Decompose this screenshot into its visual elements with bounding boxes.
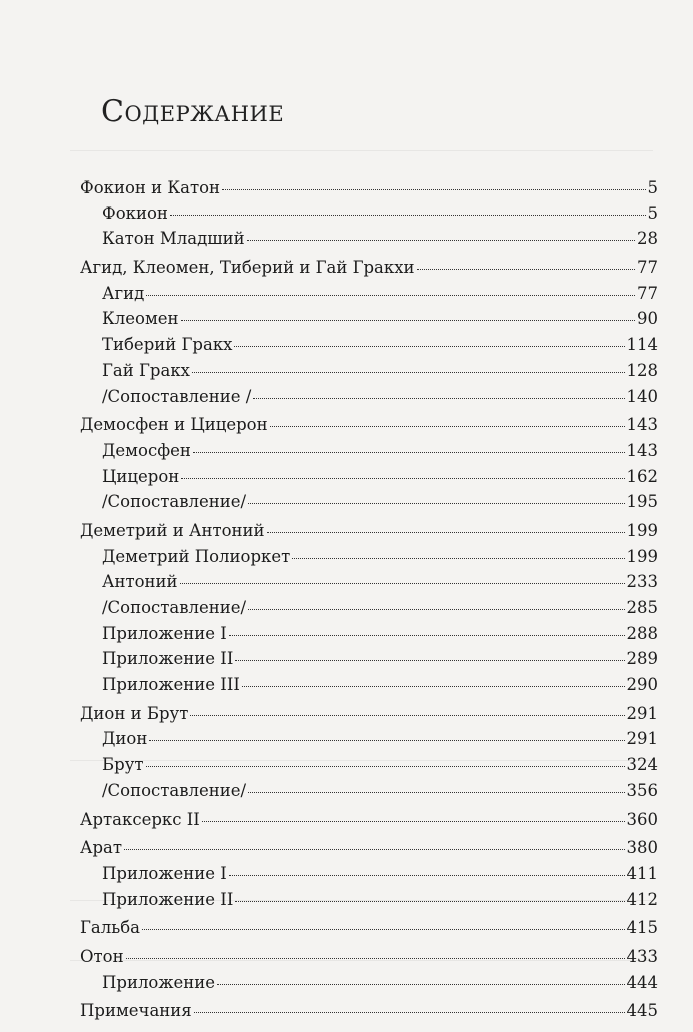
toc-entry-title: Катон Младший [102, 229, 245, 249]
toc-entry-page-number: 90 [637, 309, 658, 329]
toc-entry-page-number: 233 [626, 572, 658, 592]
toc-entry-page-number: 444 [626, 972, 658, 992]
toc-entry [80, 918, 658, 944]
table-of-contents [80, 178, 658, 1027]
toc-entry-title: Гальба [80, 918, 140, 938]
toc-entry-title: Агид [102, 283, 145, 303]
toc-entry [80, 258, 658, 284]
toc-entry [80, 521, 658, 547]
toc-entry-page-number: 140 [626, 386, 658, 406]
toc-entry-title: /Сопоставление/ [102, 492, 247, 512]
toc-entry-title: Фокион [102, 203, 168, 223]
toc-entry-page-number: 114 [626, 335, 658, 355]
toc-entry-title: Дион и Брут [80, 703, 189, 723]
toc-entry [80, 467, 658, 493]
toc-entry-title: Агид, Клеомен, Тиберий и Гай Гракхи [80, 258, 415, 278]
toc-entry-page-number: 143 [626, 415, 658, 435]
toc-entry [80, 704, 658, 730]
toc-entry-page-number: 195 [626, 492, 658, 512]
dot-leader [229, 875, 625, 876]
dot-leader [146, 295, 635, 296]
toc-entry [80, 178, 658, 204]
dot-leader [248, 792, 624, 793]
dot-leader [180, 583, 625, 584]
toc-entry-title: Антоний [102, 572, 178, 592]
toc-entry-page-number: 77 [637, 258, 658, 278]
dot-leader [170, 215, 646, 216]
toc-entry-title: Брут [102, 755, 144, 775]
toc-entry-page-number: 128 [626, 360, 658, 380]
toc-entry-page-number: 289 [626, 649, 658, 669]
toc-entry-title: Арат [80, 838, 123, 858]
dot-leader [242, 686, 625, 687]
toc-entry-title: Артаксеркс II [80, 809, 200, 829]
toc-entry-page-number: 5 [647, 178, 658, 197]
toc-entry-page-number: 324 [626, 755, 658, 775]
toc-entry [80, 387, 658, 413]
toc-entry-page-number: 77 [637, 283, 658, 303]
toc-entry-page-number: 199 [626, 546, 658, 566]
dot-leader [247, 240, 635, 241]
toc-entry [80, 492, 658, 518]
toc-entry-title: /Сопоставление / [102, 386, 252, 406]
dot-leader [229, 635, 625, 636]
toc-entry [80, 973, 658, 999]
toc-entry [80, 810, 658, 836]
toc-entry [80, 598, 658, 624]
dot-leader [142, 929, 625, 930]
dot-leader [124, 849, 624, 850]
dot-leader [270, 426, 625, 427]
dot-leader [235, 901, 624, 902]
toc-entry-title: Приложение II [102, 889, 234, 909]
toc-entry-title: Приложение II [102, 649, 234, 669]
toc-entry-page-number: 5 [647, 203, 658, 223]
dot-leader [193, 452, 625, 453]
dot-leader [190, 715, 624, 716]
toc-entry-title: Фокион и Катон [80, 178, 221, 197]
toc-entry-page-number: 285 [626, 598, 658, 617]
toc-entry [80, 441, 658, 467]
toc-entry-title: /Сопоставление/ [102, 780, 247, 800]
toc-entry [80, 624, 658, 650]
toc-entry-page-number: 162 [626, 466, 658, 486]
dot-leader [149, 740, 624, 741]
toc-entry-page-number: 412 [626, 889, 658, 909]
toc-entry [80, 415, 658, 441]
toc-entry-page-number: 415 [626, 918, 658, 938]
toc-entry [80, 890, 658, 916]
dot-leader [194, 1012, 625, 1013]
dot-leader [234, 346, 624, 347]
toc-entry [80, 1001, 658, 1027]
toc-entry-title: Примечания [80, 1001, 192, 1021]
toc-entry-page-number: 291 [626, 703, 658, 723]
toc-entry [80, 572, 658, 598]
toc-entry-title: Приложение I [102, 863, 227, 883]
toc-entry [80, 729, 658, 755]
dot-leader [248, 503, 624, 504]
toc-entry [80, 547, 658, 573]
toc-entry [80, 864, 658, 890]
toc-entry [80, 284, 658, 310]
toc-entry [80, 838, 658, 864]
dot-leader [126, 958, 625, 959]
toc-entry-title: Цицерон [102, 466, 180, 486]
toc-entry-page-number: 360 [626, 809, 658, 829]
toc-entry-page-number: 356 [626, 780, 658, 800]
dot-leader [267, 532, 625, 533]
toc-entry-page-number: 433 [626, 946, 658, 966]
dot-leader [146, 766, 625, 767]
toc-entry [80, 335, 658, 361]
toc-entry [80, 361, 658, 387]
toc-entry-title: Демосфен и Цицерон [80, 415, 268, 435]
dot-leader [202, 821, 625, 822]
toc-entry-title: Деметрий Полиоркет [102, 546, 291, 566]
toc-entry [80, 204, 658, 230]
toc-entry-title: Приложение III [102, 675, 240, 695]
dot-leader [222, 189, 645, 190]
dot-leader [292, 558, 624, 559]
toc-entry [80, 675, 658, 701]
bleed-through-line [70, 150, 653, 151]
toc-entry-page-number: 445 [626, 1001, 658, 1021]
toc-entry [80, 229, 658, 255]
toc-entry-page-number: 28 [637, 229, 658, 249]
toc-entry [80, 755, 658, 781]
toc-entry-title: Отон [80, 946, 124, 966]
dot-leader [181, 320, 635, 321]
toc-entry-page-number: 411 [626, 863, 658, 883]
toc-entry-page-number: 291 [626, 729, 658, 749]
dot-leader [235, 660, 624, 661]
toc-entry [80, 947, 658, 973]
dot-leader [248, 609, 624, 610]
toc-entry-page-number: 143 [626, 440, 658, 460]
page-title: Содержание [101, 94, 285, 129]
toc-entry-title: Тиберий Гракх [102, 335, 233, 355]
dot-leader [181, 478, 624, 479]
toc-entry-page-number: 380 [626, 838, 658, 858]
toc-entry-title: Приложение I [102, 623, 227, 643]
toc-entry-title: Приложение [102, 972, 216, 992]
toc-entry-page-number: 290 [626, 675, 658, 695]
toc-entry-title: Деметрий и Антоний [80, 520, 265, 540]
dot-leader [417, 269, 635, 270]
toc-entry-title: Демосфен [102, 440, 191, 460]
toc-entry [80, 781, 658, 807]
toc-entry [80, 309, 658, 335]
dot-leader [253, 398, 624, 399]
toc-entry-title: Клеомен [102, 309, 179, 329]
toc-entry-page-number: 288 [626, 623, 658, 643]
dot-leader [217, 984, 624, 985]
toc-entry-title: Дион [102, 729, 148, 749]
toc-entry [80, 649, 658, 675]
toc-entry-title: Гай Гракх [102, 360, 190, 380]
toc-entry-title: /Сопоставление/ [102, 598, 247, 617]
dot-leader [192, 372, 625, 373]
toc-entry-page-number: 199 [626, 520, 658, 540]
